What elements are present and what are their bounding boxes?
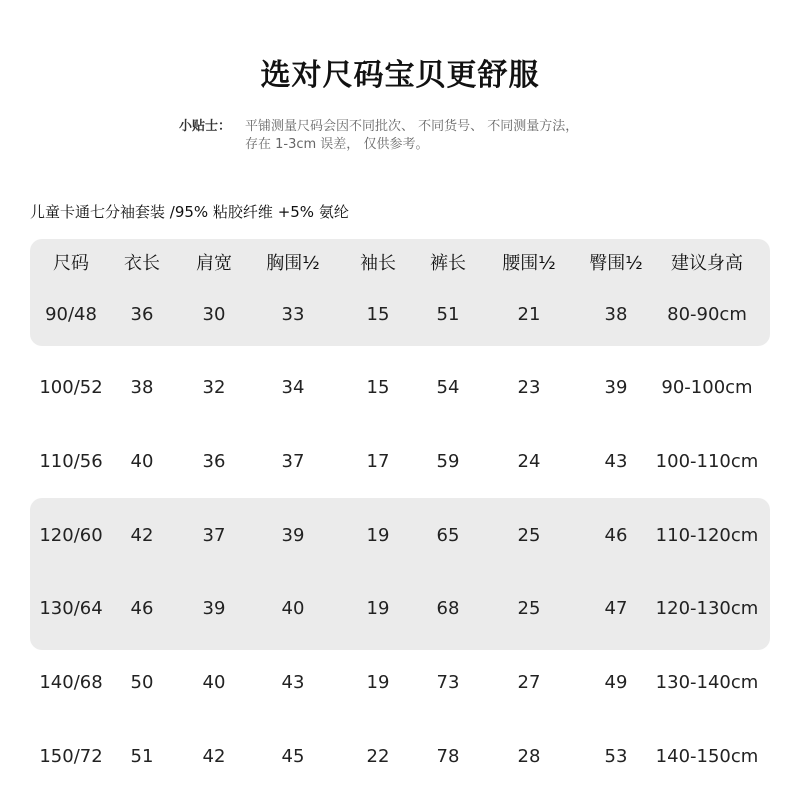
table-cell: 30	[202, 304, 226, 325]
tip-label: 小贴士：	[179, 119, 232, 134]
table-cell: 40	[281, 598, 305, 619]
table-cell: 27	[517, 672, 541, 693]
tip-line-1: 平铺测量尺码会因不同批次、 不同货号、 不同测量方法，	[245, 119, 579, 134]
table-cell: 19	[366, 672, 390, 693]
tip-line-2: 存在 1-3cm 误差， 仅供参考。	[245, 137, 429, 152]
table-cell: 17	[366, 451, 390, 472]
table-cell: 37	[202, 525, 226, 546]
column-header: 腰围½	[502, 253, 556, 274]
table-cell: 36	[130, 304, 154, 325]
table-cell: 43	[281, 672, 305, 693]
table-cell: 130-140cm	[655, 672, 759, 693]
column-header: 袖长	[360, 253, 396, 274]
table-row	[0, 516, 800, 556]
table-cell: 120/60	[39, 525, 103, 546]
table-cell: 51	[436, 304, 460, 325]
table-cell: 38	[604, 304, 628, 325]
table-cell: 33	[281, 304, 305, 325]
table-cell: 15	[366, 304, 390, 325]
table-cell: 28	[517, 746, 541, 767]
table-cell: 80-90cm	[667, 304, 747, 325]
table-cell: 90/48	[45, 304, 97, 325]
column-header: 建议身高	[671, 253, 743, 274]
table-cell: 50	[130, 672, 154, 693]
table-cell: 45	[281, 746, 305, 767]
table-header-row	[0, 244, 800, 284]
table-cell: 78	[436, 746, 460, 767]
table-cell: 46	[604, 525, 628, 546]
table-cell: 110/56	[39, 451, 103, 472]
table-cell: 90-100cm	[661, 377, 753, 398]
table-cell: 46	[130, 598, 154, 619]
column-header: 尺码	[53, 253, 89, 274]
table-cell: 25	[517, 598, 541, 619]
table-cell: 49	[604, 672, 628, 693]
table-cell: 100/52	[39, 377, 103, 398]
table-cell: 22	[366, 746, 390, 767]
table-cell: 43	[604, 451, 628, 472]
table-cell: 24	[517, 451, 541, 472]
table-cell: 38	[130, 377, 154, 398]
table-cell: 73	[436, 672, 460, 693]
table-cell: 15	[366, 377, 390, 398]
table-cell: 25	[517, 525, 541, 546]
table-cell: 36	[202, 451, 226, 472]
table-cell: 21	[517, 304, 541, 325]
table-row	[0, 295, 800, 335]
column-header: 裤长	[430, 253, 466, 274]
table-cell: 150/72	[39, 746, 103, 767]
table-cell: 130/64	[39, 598, 103, 619]
table-cell: 39	[604, 377, 628, 398]
column-header: 臀围½	[589, 253, 643, 274]
column-header: 胸围½	[266, 253, 320, 274]
table-row	[0, 589, 800, 629]
table-row	[0, 737, 800, 777]
table-cell: 39	[281, 525, 305, 546]
table-cell: 47	[604, 598, 628, 619]
column-header: 衣长	[124, 253, 160, 274]
table-cell: 42	[130, 525, 154, 546]
table-cell: 32	[202, 377, 226, 398]
table-cell: 100-110cm	[655, 451, 759, 472]
table-row	[0, 368, 800, 408]
table-cell: 37	[281, 451, 305, 472]
table-cell: 140/68	[39, 672, 103, 693]
table-cell: 51	[130, 746, 154, 767]
table-cell: 110-120cm	[655, 525, 759, 546]
table-cell: 59	[436, 451, 460, 472]
table-row	[0, 442, 800, 482]
table-cell: 39	[202, 598, 226, 619]
table-cell: 54	[436, 377, 460, 398]
table-cell: 53	[604, 746, 628, 767]
table-cell: 23	[517, 377, 541, 398]
page-title: 选对尺码宝贝更舒服	[260, 58, 540, 93]
product-material: 儿童卡通七分袖套装 /95% 粘胶纤维 +5% 氨纶	[30, 203, 349, 221]
table-cell: 40	[130, 451, 154, 472]
table-row	[0, 663, 800, 703]
table-cell: 40	[202, 672, 226, 693]
table-cell: 140-150cm	[655, 746, 759, 767]
table-cell: 68	[436, 598, 460, 619]
table-cell: 19	[366, 525, 390, 546]
column-header: 肩宽	[196, 253, 232, 274]
table-cell: 65	[436, 525, 460, 546]
table-cell: 34	[281, 377, 305, 398]
table-cell: 42	[202, 746, 226, 767]
table-cell: 19	[366, 598, 390, 619]
table-cell: 120-130cm	[655, 598, 759, 619]
